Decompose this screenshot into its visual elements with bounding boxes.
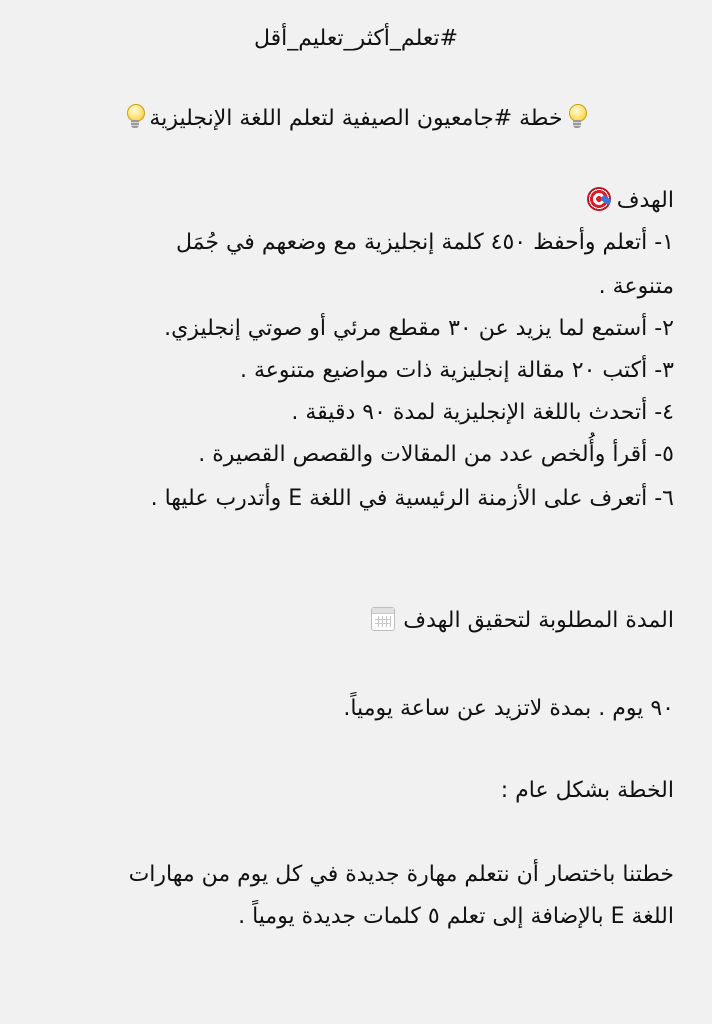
light-bulb-icon <box>125 104 145 130</box>
goal-item: ٥- أقرأ وأُلخص عدد من المقالات والقصص القصيرة . <box>198 442 674 467</box>
goal-item: ١- أتعلم وأحفظ ٤٥٠ كلمة إنجليزية مع وضعهم في جُمَل <box>176 230 674 255</box>
goal-item: ٤- أتحدث باللغة الإنجليزية لمدة ٩٠ دقيقة . <box>291 400 674 425</box>
goal-heading-row <box>20 186 674 216</box>
goal-item: متنوعة . <box>598 274 674 299</box>
duration-heading-row <box>20 606 674 636</box>
goal-item: ٣- أكتب ٢٠ مقالة إنجليزية ذات مواضيع متنوعة . <box>240 358 674 383</box>
plan-title: خطة #جامعيون الصيفية لتعلم اللغة الإنجليزية <box>149 106 563 131</box>
light-bulb-icon <box>567 104 587 130</box>
general-plan-line: اللغة E بالإضافة إلى تعلم ٥ كلمات جديدة يومياً . <box>238 904 674 929</box>
target-icon <box>587 187 611 211</box>
duration-text: ٩٠ يوم . بمدة لاتزيد عن ساعة يومياً. <box>343 696 674 721</box>
general-plan-heading: الخطة بشكل عام : <box>500 778 674 803</box>
plan-title-row <box>0 104 712 134</box>
goal-item: ٢- أستمع لما يزيد عن ٣٠ مقطع مرئي أو صوتي إنجليزي. <box>164 316 674 341</box>
calendar-icon <box>371 607 395 631</box>
general-plan-line: خطتنا باختصار أن نتعلم مهارة جديدة في كل يوم من مهارات <box>128 862 674 887</box>
goal-heading: الهدف <box>616 188 674 213</box>
duration-heading: المدة المطلوبة لتحقيق الهدف <box>403 608 674 633</box>
goal-item: ٦- أتعرف على الأزمنة الرئيسية في اللغة E وأتدرب عليها . <box>150 486 674 511</box>
hashtag-title: #تعلم_أكثر_تعليم_أقل <box>253 26 459 51</box>
